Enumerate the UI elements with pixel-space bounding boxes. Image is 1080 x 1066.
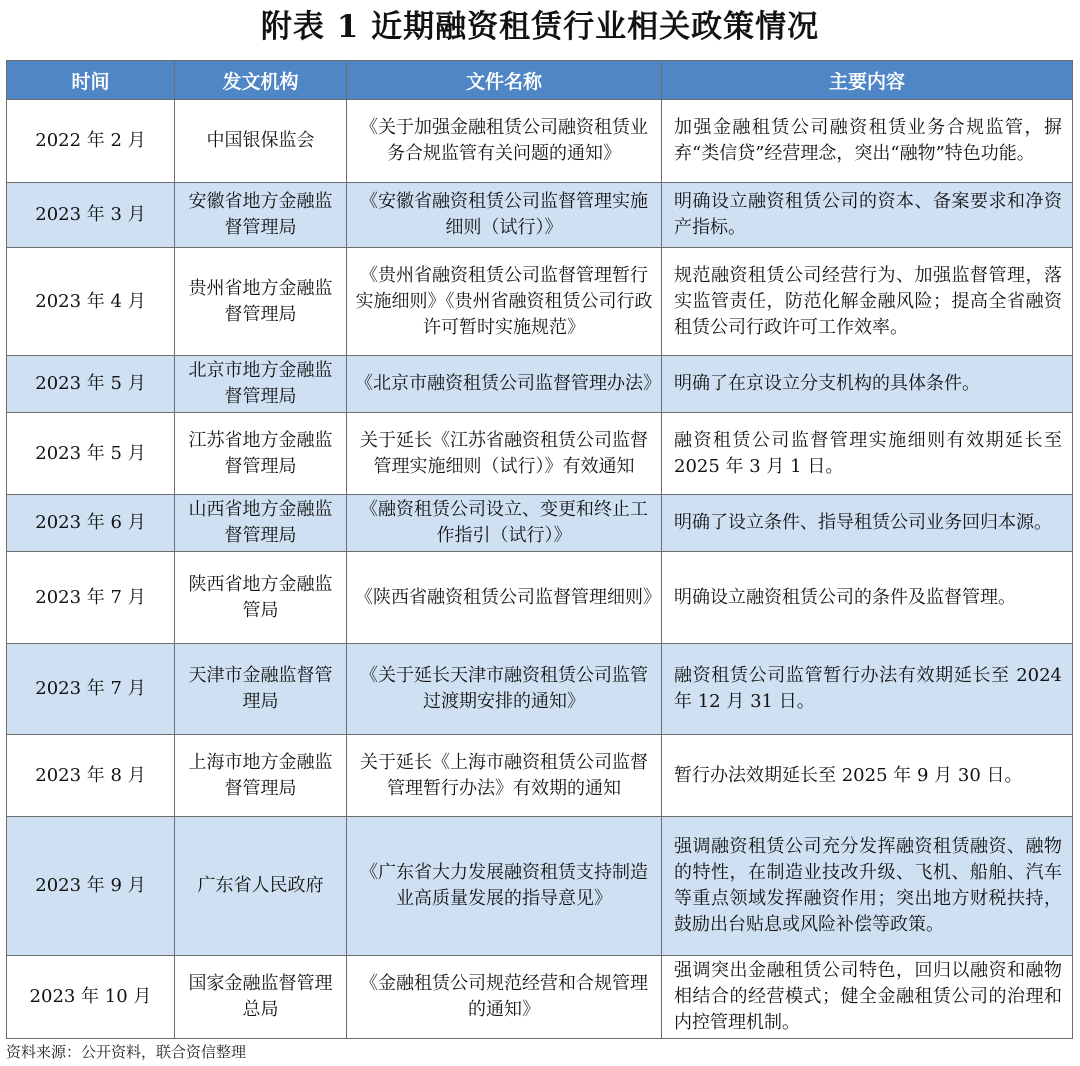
date-cell: 2023 年 3 月 [7, 183, 175, 248]
content-cell: 规范融资租赁公司经营行为、加强监督管理，落实监管责任，防范化解金融风险；提高全省融资租赁公司行政许可工作效率。 [662, 248, 1073, 356]
date-cell: 2023 年 9 月 [7, 817, 175, 956]
document-cell: 《北京市融资租赁公司监督管理办法》 [347, 356, 662, 413]
content-cell: 明确设立融资租赁公司的条件及监督管理。 [662, 552, 1073, 644]
document-cell: 《关于延长天津市融资租赁公司监管过渡期安排的通知》 [347, 644, 662, 735]
table-row [7, 413, 1073, 495]
content-cell: 强调突出金融租赁公司特色，回归以融资和融物相结合的经营模式；健全金融租赁公司的治理和内控管理机制。 [662, 956, 1073, 1039]
column-header-content: 主要内容 [662, 61, 1073, 100]
document-cell: 《安徽省融资租赁公司监督管理实施细则（试行）》 [347, 183, 662, 248]
table-row [7, 248, 1073, 356]
document-cell: 《陕西省融资租赁公司监督管理细则》 [347, 552, 662, 644]
content-cell: 明确设立融资租赁公司的资本、备案要求和净资产指标。 [662, 183, 1073, 248]
agency-cell: 中国银保监会 [175, 100, 347, 183]
agency-cell: 上海市地方金融监督管理局 [175, 735, 347, 817]
agency-cell: 贵州省地方金融监督管理局 [175, 248, 347, 356]
table-row [7, 183, 1073, 248]
agency-cell: 安徽省地方金融监督管理局 [175, 183, 347, 248]
table-row [7, 495, 1073, 552]
date-cell: 2023 年 7 月 [7, 552, 175, 644]
content-cell: 明确了设立条件、指导租赁公司业务回归本源。 [662, 495, 1073, 552]
table-row [7, 356, 1073, 413]
document-cell: 《融资租赁公司设立、变更和终止工作指引（试行）》 [347, 495, 662, 552]
table-header-row [7, 61, 1073, 100]
document-cell: 关于延长《上海市融资租赁公司监督管理暂行办法》有效期的通知 [347, 735, 662, 817]
date-cell: 2023 年 8 月 [7, 735, 175, 817]
document-cell: 《关于加强金融租赁公司融资租赁业务合规监管有关问题的通知》 [347, 100, 662, 183]
content-cell: 加强金融租赁公司融资租赁业务合规监管，摒弃“类信贷”经营理念，突出“融物”特色功能。 [662, 100, 1073, 183]
agency-cell: 广东省人民政府 [175, 817, 347, 956]
document-cell: 《金融租赁公司规范经营和合规管理的通知》 [347, 956, 662, 1039]
agency-cell: 天津市金融监督管理局 [175, 644, 347, 735]
policy-table [6, 60, 1073, 1039]
date-cell: 2023 年 5 月 [7, 413, 175, 495]
content-cell: 暂行办法效期延长至 2025 年 9 月 30 日。 [662, 735, 1073, 817]
source-note: 资料来源：公开资料，联合资信整理 [6, 1043, 247, 1061]
content-cell: 融资租赁公司监管暂行办法有效期延长至 2024 年 12 月 31 日。 [662, 644, 1073, 735]
table-row [7, 552, 1073, 644]
page-title: 附表 1 近期融资租赁行业相关政策情况 [260, 9, 820, 45]
content-cell: 强调融资租赁公司充分发挥融资租赁融资、融物的特性，在制造业技改升级、飞机、船舶、汽车等重点领域发挥融资作用；突出地方财税扶持，鼓励出台贴息或风险补偿等政策。 [662, 817, 1073, 956]
agency-cell: 陕西省地方金融监管局 [175, 552, 347, 644]
document-cell: 关于延长《江苏省融资租赁公司监督管理实施细则（试行）》有效通知 [347, 413, 662, 495]
document-cell: 《广东省大力发展融资租赁支持制造业高质量发展的指导意见》 [347, 817, 662, 956]
date-cell: 2023 年 4 月 [7, 248, 175, 356]
table-row [7, 735, 1073, 817]
date-cell: 2023 年 10 月 [7, 956, 175, 1039]
table-row [7, 100, 1073, 183]
date-cell: 2023 年 5 月 [7, 356, 175, 413]
agency-cell: 北京市地方金融监督管理局 [175, 356, 347, 413]
agency-cell: 山西省地方金融监督管理局 [175, 495, 347, 552]
date-cell: 2023 年 7 月 [7, 644, 175, 735]
content-cell: 融资租赁公司监督管理实施细则有效期延长至 2025 年 3 月 1 日。 [662, 413, 1073, 495]
column-header-document: 文件名称 [347, 61, 662, 100]
agency-cell: 江苏省地方金融监督管理局 [175, 413, 347, 495]
column-header-date: 时间 [7, 61, 175, 100]
content-cell: 明确了在京设立分支机构的具体条件。 [662, 356, 1073, 413]
date-cell: 2023 年 6 月 [7, 495, 175, 552]
table-row [7, 644, 1073, 735]
date-cell: 2022 年 2 月 [7, 100, 175, 183]
document-cell: 《贵州省融资租赁公司监督管理暂行实施细则》《贵州省融资租赁公司行政许可暂时实施规范》 [347, 248, 662, 356]
column-header-agency: 发文机构 [175, 61, 347, 100]
agency-cell: 国家金融监督管理总局 [175, 956, 347, 1039]
table-row [7, 817, 1073, 956]
table-row [7, 956, 1073, 1039]
